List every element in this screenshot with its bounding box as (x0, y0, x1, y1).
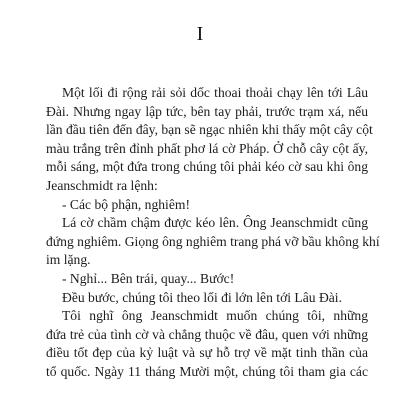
text-line: Lá cờ chầm chậm được kéo lên. Ông Jeanschmidt cũng (62, 215, 368, 231)
text-line: im lặng. (46, 252, 91, 268)
text-line: - Các bộ phận, nghiêm! (62, 196, 190, 212)
text-line: Tôi nghĩ ông Jeanschmidt muốn chúng tôi, những (62, 308, 368, 324)
text-line: Đều bước, chúng tôi theo lối đi lớn lên tới Lâu Đài. (62, 289, 342, 305)
text-line: điều tốt đẹp của kỷ luật và sự hỗ trợ về mặt tinh thần của (46, 345, 368, 361)
text-line: mỗi sáng, một đứa trong chúng tôi phải kéo cờ sau khi ông (46, 159, 368, 175)
text-line: - Nghỉ... Bên trái, quay... Bước! (62, 270, 235, 286)
chapter-number: I (196, 23, 204, 45)
text-line: tổ quốc. Ngày 11 tháng Mười một, chúng tôi tham gia các (46, 363, 368, 379)
text-line: Một lối đi rộng rải sỏi dốc thoai thoải chạy lên tới Lâu (62, 85, 368, 100)
text-line: đứa trẻ của tình cờ và chẳng thuộc về đâu, quen với những (46, 326, 368, 342)
text-line: đứng nghiêm. Giọng ông nghiêm trang phá vỡ bầu không khí (46, 233, 380, 249)
text-line: Đài. Nhưng ngay lập tức, bên tay phải, trước trạm xá, nếu (46, 103, 368, 119)
text-line: màu trắng trên đỉnh phất phơ lá cờ Pháp. Ở chỗ cây cột ấy, (46, 140, 368, 156)
text-line: lần đầu tiên đến đây, bạn sẽ ngạc nhiên khi thấy một cây cột (46, 122, 373, 138)
text-line: Jeanschmidt ra lệnh: (46, 177, 158, 193)
chapter-body-text (46, 84, 380, 382)
